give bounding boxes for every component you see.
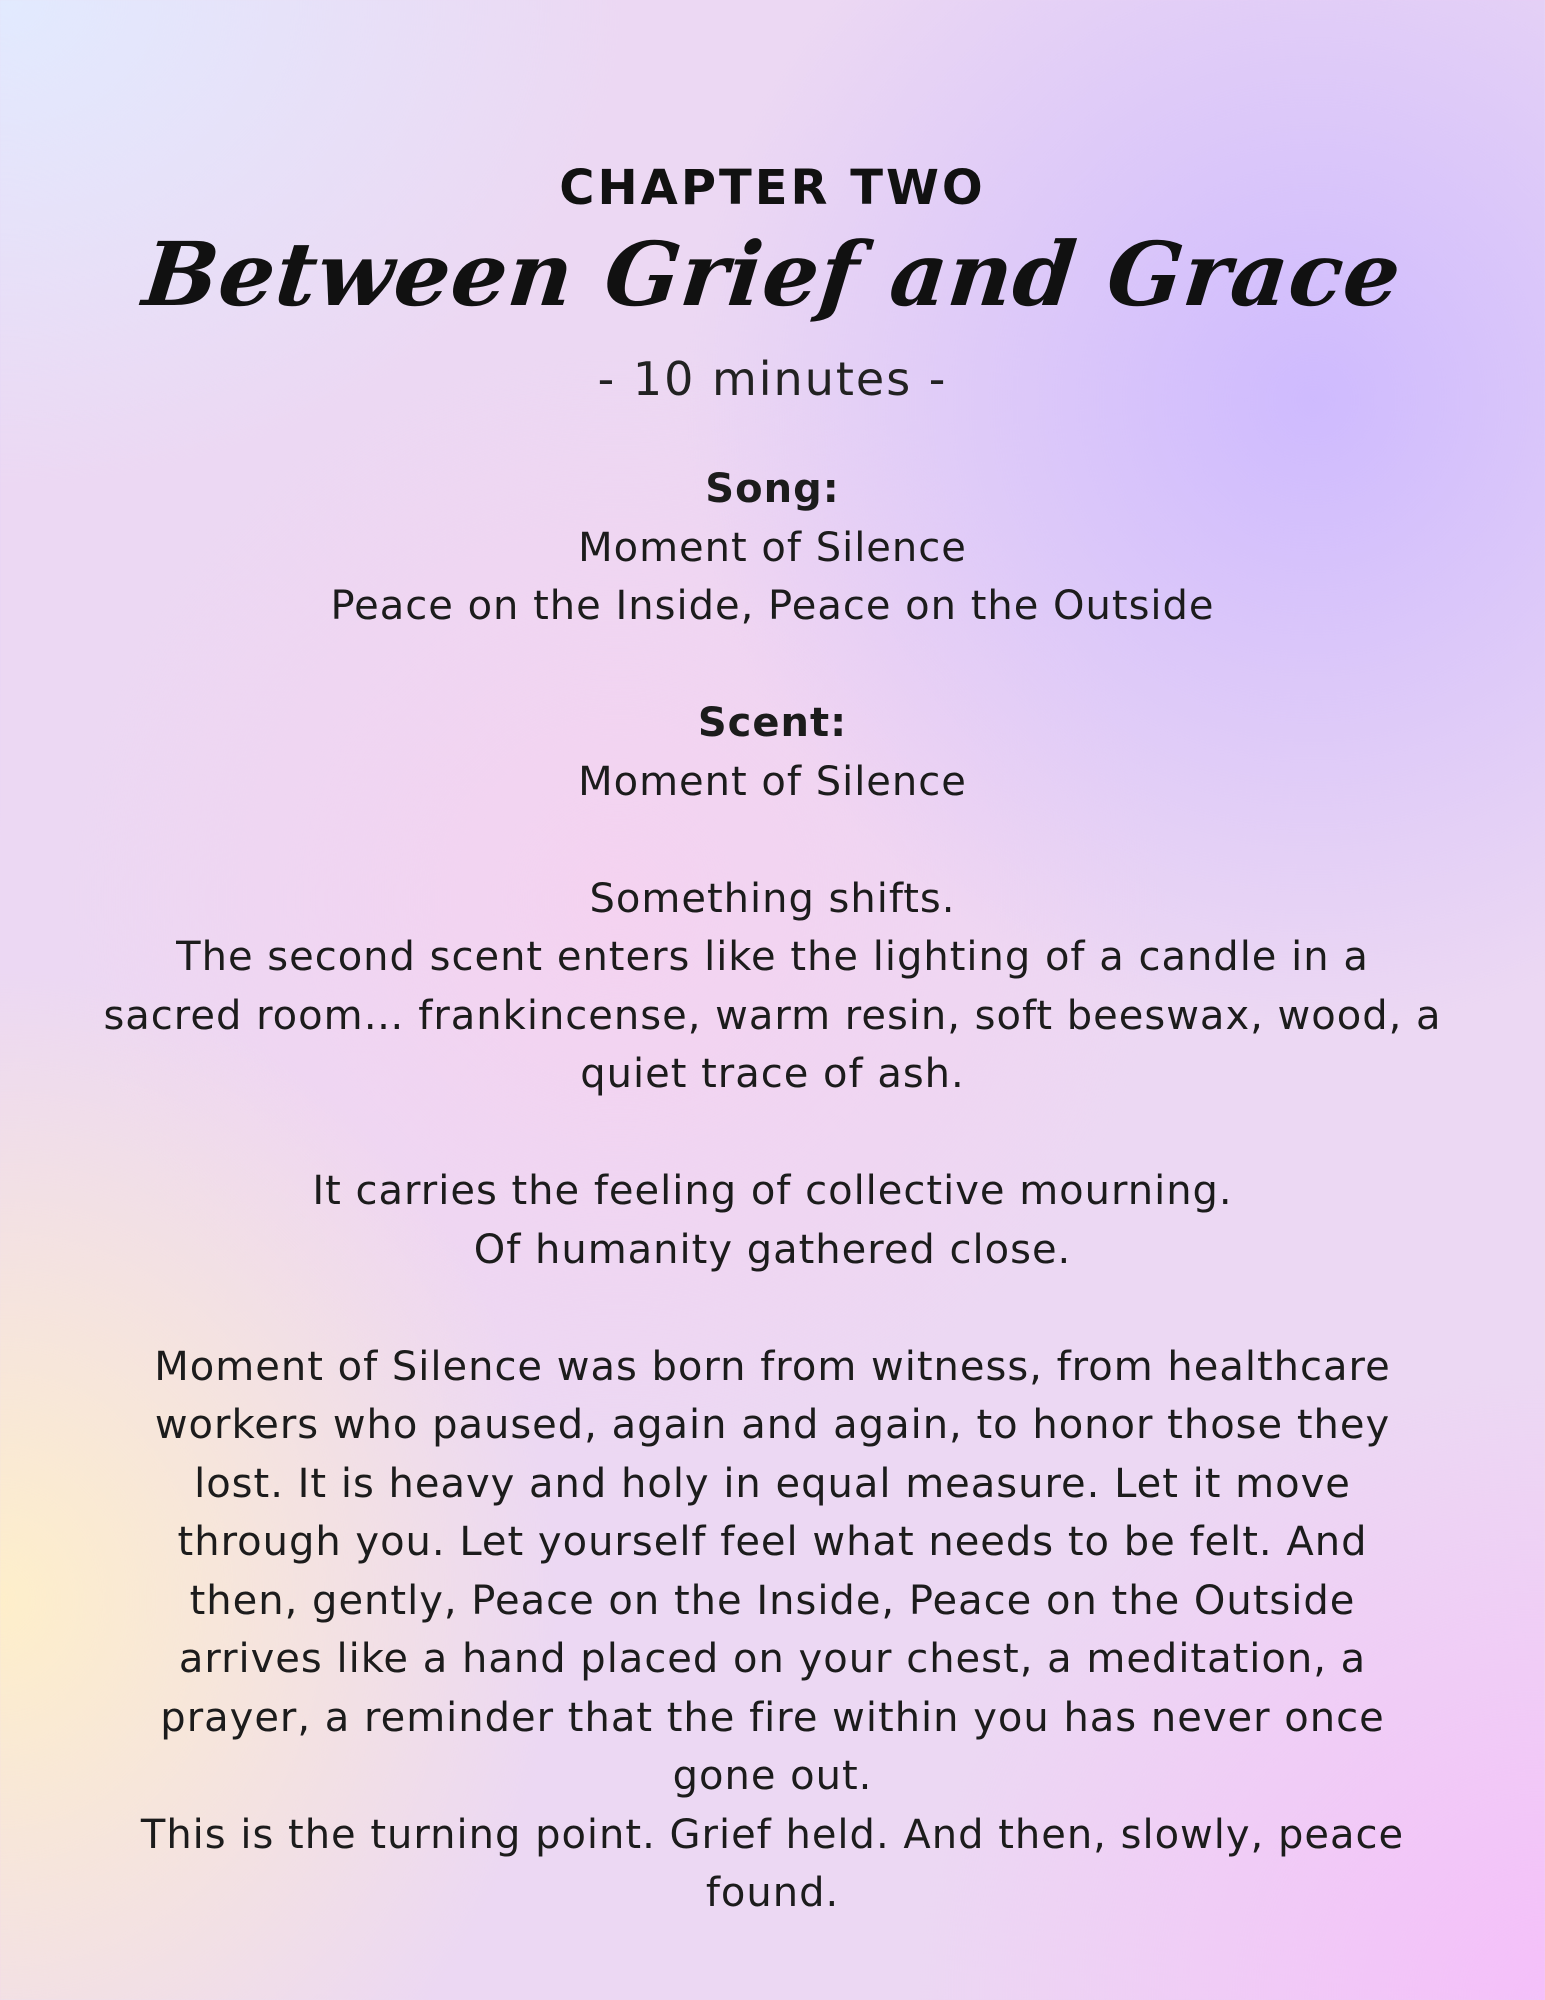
spacer xyxy=(100,636,1445,695)
scent-heading: Scent: xyxy=(697,700,848,746)
witness-paragraph: Moment of Silence was born from witness, from healthcare workers who paused, again and again, to honor those they lost. It is heavy and holy in equal measure. Let it move through you. Let yourself feel what needs to be felt. And then, gently, Peace on the Inside, Peace on the Outside arrives like a hand placed on your chest, a meditation, a prayer, a reminder that the fire within you has never once gone out. xyxy=(154,1343,1391,1799)
spacer xyxy=(100,1279,1445,1338)
mourning-line-2: Of humanity gathered close. xyxy=(473,1226,1072,1273)
spacer xyxy=(100,811,1445,870)
shift-line: Something shifts. xyxy=(589,875,956,922)
scent-item: Moment of Silence xyxy=(578,758,967,805)
chapter-title: Between Grief and Grace xyxy=(138,222,1407,326)
chapter-content xyxy=(100,460,1445,1923)
song-heading: Song: xyxy=(705,466,840,512)
mourning-line-1: It carries the feeling of collective mourning. xyxy=(312,1168,1233,1214)
chapter-label: CHAPTER TWO xyxy=(559,160,986,216)
turning-point-paragraph: This is the turning point. Grief held. And then, slowly, peace found. xyxy=(140,1811,1405,1916)
scent-description-paragraph: The second scent enters like the lighting of a candle in a sacred room… frankincense, warm resin, soft beeswax, wood, a quiet trace of ash. xyxy=(103,934,1442,1097)
duration-label: - 10 minutes - xyxy=(597,352,948,406)
song-item-2: Peace on the Inside, Peace on the Outside xyxy=(330,583,1215,629)
spacer xyxy=(100,1104,1445,1163)
song-item-1: Moment of Silence xyxy=(578,524,967,571)
